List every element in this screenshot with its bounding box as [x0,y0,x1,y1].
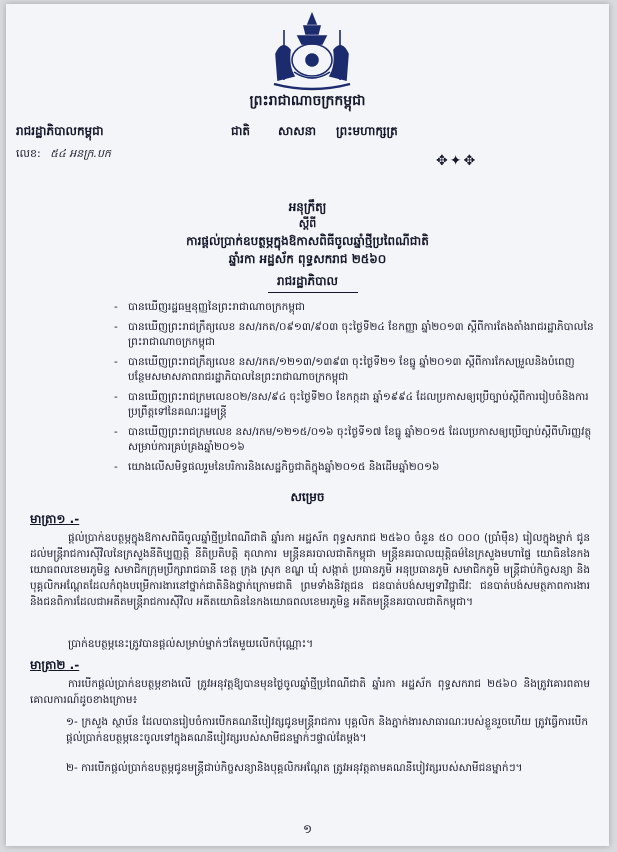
reference-row [16,146,111,161]
article-2-body: ការបើកផ្តល់ប្រាក់ឧបត្ថម្ភខាងលើ ត្រូវអនុវត្តឱ្យបានមុនថ្ងៃចូលឆ្នាំថ្មីប្រពៃណីជាតិ ឆ្នាំរកា អដ្ឋស័ក ពុទ្ធសករាជ ២៥៦០ និងត្រូវគោរពតាមគោលការណ៍ដូចខាងក្រោម៖ [30,678,590,706]
article-2-heading: មាត្រា២ .- [30,658,80,672]
decree-subject-year: ឆ្នាំរកា អដ្ឋស័ក ពុទ្ធសករាជ ២៥៦០ [228,252,387,266]
preamble-item: - បានឃើញព្រះរាជក្រមលេខ០២/នស/៩៤ ចុះថ្ងៃទី២០ ខែកក្កដា ឆ្នាំ១៩៩៤ ដែលប្រកាសឲ្យប្រើច្បាប់ស្តីពីការរៀបចំនិងការប្រព្រឹត្តទៅនៃគណៈរដ្ឋមន្ត្រី [114,390,594,420]
ornament-divider: ✥✦✥ [436,153,478,169]
article-2-item-1: ១- ក្រសួង ស្ថាប័ន ដែលបានរៀបចំការបើកគណនីបៀវត្សជូនមន្ត្រីរាជការ បុគ្គលិក និងភ្នាក់ងារសាធារណៈរបស់ខ្លួនរួចហើយ ត្រូវធ្វើការបើកផ្តល់ប្រាក់ឧបត្ថម្ភនេះចូលទៅក្នុងគណនីបៀវត្សរបស់សាមីជនម្នាក់ៗផ្ទាល់តែម្តង។ [66,716,588,744]
preamble-item: - បានឃើញព្រះរាជក្រមលេខ នស/រកម/១២១៥/០១៦ ចុះថ្ងៃទី១៧ ខែធ្នូ ឆ្នាំ២០១៥ ដែលប្រកាសឲ្យប្រើច្បាប់ស្តីពីហិរញ្ញវត្ថុសម្រាប់ការគ្រប់គ្រងឆ្នាំ២០១៦ [114,425,594,455]
decree-stiti: ស្តីពី [298,217,317,230]
motto-religion: សាសនា [278,124,317,138]
document-page [6,4,609,846]
kingdom-title: ព្រះរាជាណាចក្រកម្ពុជា [249,93,366,109]
decision-heading: សម្រេច [290,490,325,504]
preamble-item: - បានឃើញព្រះរាជក្រឹត្យលេខ នស/រកត/០៩១៣/៩០៣ ចុះថ្ងៃទី២៤ ខែកញ្ញា ឆ្នាំ២០១៣ ស្តីពីការតែងតាំងរាជរដ្ឋាភិបាលនៃព្រះរាជាណាចក្រកម្ពុជា [114,320,594,350]
ministry-name: រាជរដ្ឋាភិបាលកម្ពុជា [16,124,104,138]
royal-emblem-icon [264,10,360,92]
article-1-heading: មាត្រា១ .- [30,512,80,526]
article-1-body: ផ្តល់ប្រាក់ឧបត្ថម្ភក្នុងឱកាសពិធីចូលឆ្នាំថ្មីប្រពៃណីជាតិ ឆ្នាំរកា អដ្ឋស័ក ពុទ្ធសករាជ ២៥៦០ ចំនួន ៥០ ០០០ (ប្រាំម៉ឺន) រៀលក្នុងម្នាក់ ជូនដល់មន្ត្រីរាជការស៊ីវិលនៃក្រសួងនីតិប្បញ្ញត្តិ នីតិប្រតិបត្តិ តុលាការ មន្ត្រីនគរបាលជាតិកម្ពុជា មន្ត្រីនគរបាលយុត្តិធម៌នៃក្រសួងមហាផ្ទៃ យោធិននៃកងយោធពលខេមរភូមិន្ទ សមាជិកក្រុមប្រឹក្សារាជធានី ខេត្ត ក្រុង ស្រុក ខណ្ឌ ឃុំ សង្កាត់ ប្រធានភូមិ អនុប្រធានភូមិ សមាជិកភូមិ មន្ត្រីជាប់កិច្ចសន្យា និងបុគ្គលិកអណ្តែតដែលកំពុងបម្រើការងារនៅថ្នាក់ជាតិនិងថ្នាក់ក្រោមជាតិ ព្រមទាំងនិវត្តជន ជនបាត់បង់សម្បទាវិជ្ជាជីវៈ ជនបាត់បង់សមត្ថភាពការងារ និងជនពិការដែលជាអតីតមន្ត្រីរាជការស៊ីវិល អតីតយោធិននៃកងយោធពលខេមរភូមិន្ទ អតីតមន្ត្រីនគរបាលជាតិកម្ពុជា។ [30,532,590,608]
reference-label: លេខ: [16,147,41,160]
preamble-item: - យោងលើសមិទ្ធផលរួមនៃបរិការនិងសេដ្ឋកិច្ចជាតិក្នុងឆ្នាំ២០១៥ និងដើមឆ្នាំ២០១៦ [114,460,594,475]
article-2-item-2: ២- ការបើកផ្តល់ប្រាក់ឧបត្ថម្ភជូនមន្ត្រីជាប់កិច្ចសន្យានិងបុគ្គលិកអណ្តែត ត្រូវអនុវត្តតាមគណនីបៀវត្សរបស់សាមីជនម្នាក់ៗ។ [66,762,523,774]
preamble-item: - បានឃើញរដ្ឋធម្មនុញ្ញនៃព្រះរាជាណាចក្រកម្ពុជា [114,300,594,315]
reference-value: ៥៤ អនក្រ.បក [50,147,111,160]
decree-subject: ការផ្តល់ប្រាក់ឧបត្ថម្ភក្នុងឱកាសពិធីចូលឆ្នាំថ្មីប្រពៃណីជាតិ [186,234,429,248]
preamble-list [114,300,594,480]
motto-nation: ជាតិ [231,124,251,138]
page-number: ១ [302,822,313,836]
motto-king: ព្រះមហាក្សត្រ [336,124,398,138]
heading-underline [268,292,358,293]
preamble-item: - បានឃើញព្រះរាជក្រឹត្យលេខ នស/រកត/១២១៣/១៣៩៣ ចុះថ្ងៃទី២១ ខែធ្នូ ឆ្នាំ២០១៣ ស្តីពីការកែសម្រួលនិងបំពេញបន្ថែមសមាសភាពរាជរដ្ឋាភិបាលនៃព្រះរាជាណាចក្រកម្ពុជា [114,355,594,385]
decree-type: អនុក្រឹត្យ [288,200,327,214]
article-1-body-2: ប្រាក់ឧបត្ថម្ភនេះត្រូវបានផ្តល់សម្រាប់ម្នាក់ៗតែមួយលើកប៉ុណ្ណោះ។ [68,638,314,650]
government-heading: រាជរដ្ឋាភិបាល [277,274,338,288]
